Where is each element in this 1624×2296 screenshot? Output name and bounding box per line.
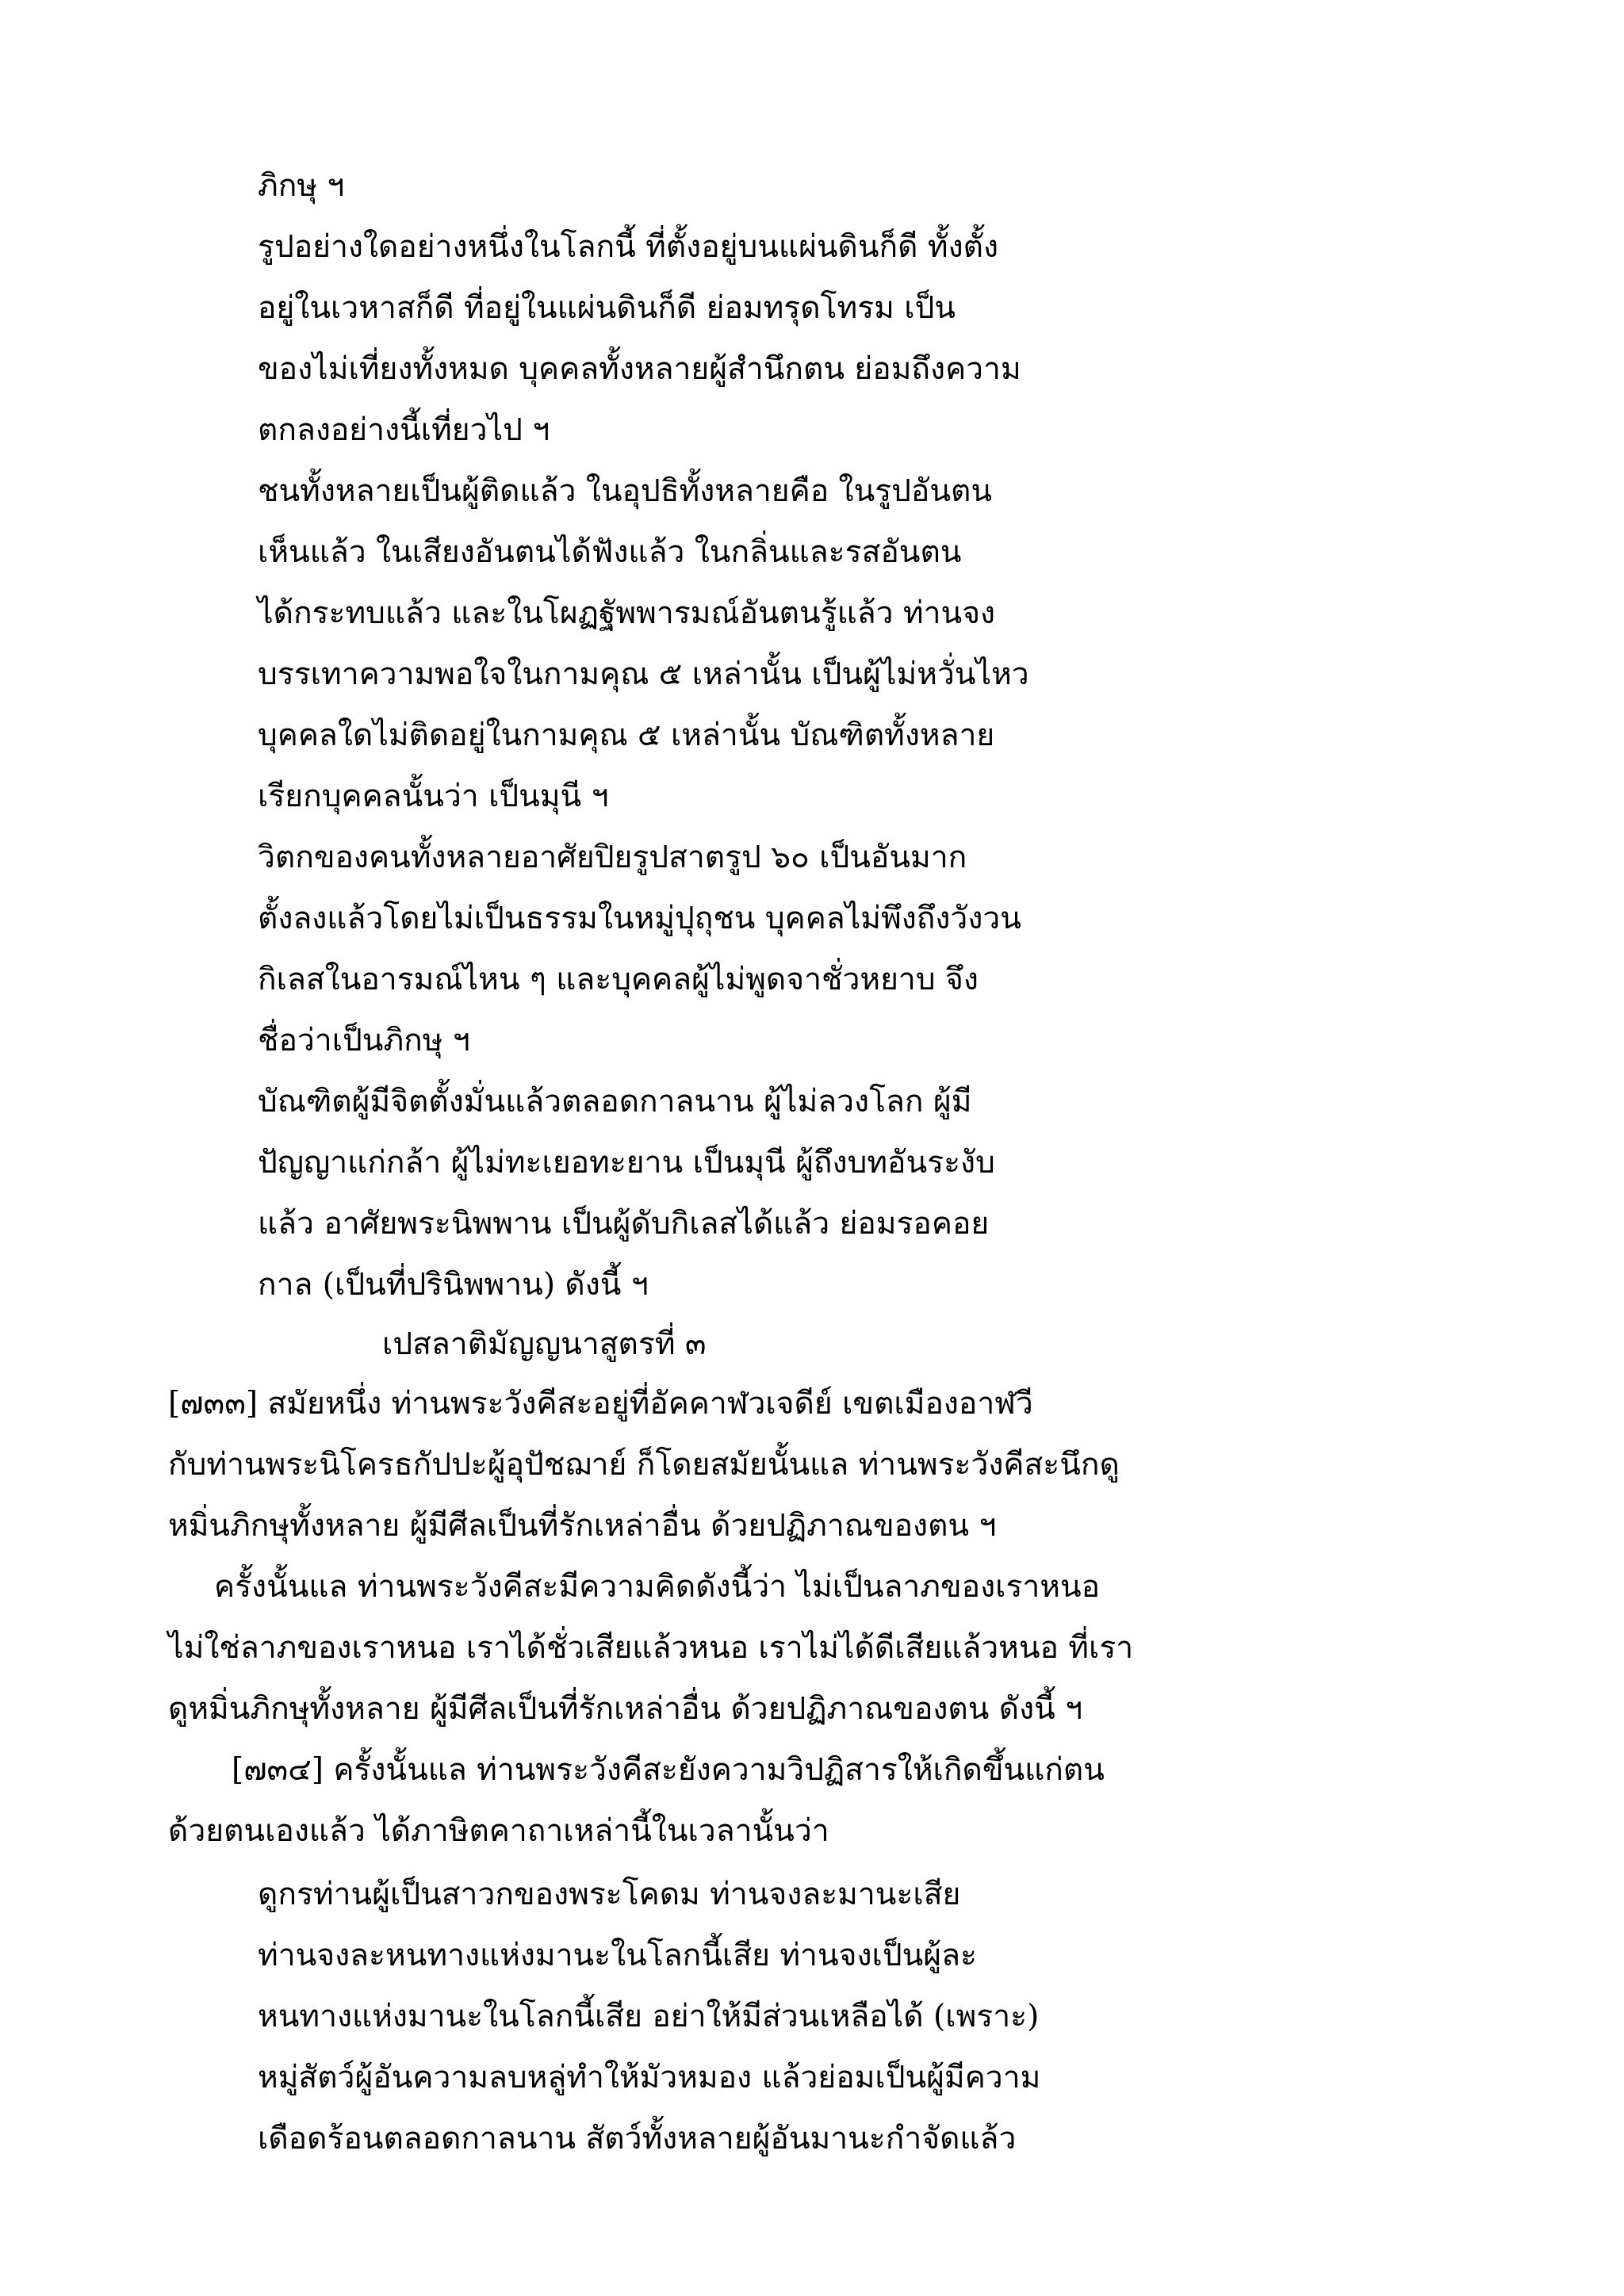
- prose-line: ครั้งนั้นแล ท่านพระวังคีสะมีความคิดดังนี้ว่า ไม่เป็นลาภของเราหนอ: [214, 1569, 1101, 1605]
- verse-line: ตั้งลงแล้วโดยไม่เป็นธรรมในหมู่ปุถุชน บุคคลไม่พึงถึงวังวน: [258, 901, 1021, 936]
- prose-line: ด้วยตนเองแล้ว ได้ภาษิตคาถาเหล่านี้ในเวลานั้นว่า: [168, 1813, 829, 1849]
- verse-line: บัณฑิตผู้มีจิตตั้งมั่นแล้วตลอดกาลนาน ผู้ไม่ลวงโลก ผู้มี: [258, 1084, 972, 1119]
- verse-line: กาล (เป็นที่ปรินิพพาน) ดังนี้ ฯ: [258, 1267, 649, 1303]
- sutta-title: เปสลาติมัญญนาสูตรที่ ๓: [382, 1326, 707, 1362]
- verse-line: ดูกรท่านผู้เป็นสาวกของพระโคดม ท่านจงละมานะเสีย: [258, 1877, 961, 1912]
- verse-line: อยู่ในเวหาสก็ดี ที่อยู่ในแผ่นดินก็ดี ย่อมทรุดโทรม เป็น: [258, 290, 956, 326]
- verse-line: ได้กระทบแล้ว และในโผฏฐัพพารมณ์อันตนรู้แล้ว ท่านจง: [258, 595, 996, 631]
- verse-line: เรียกบุคคลนั้นว่า เป็นมุนี ฯ: [258, 779, 609, 814]
- prose-line: กับท่านพระนิโครธกัปปะผู้อุปัชฌาย์ ก็โดยสมัยนั้นแล ท่านพระวังคีสะนึกดู: [168, 1447, 1120, 1483]
- verse-line: รูปอย่างใดอย่างหนึ่งในโลกนี้ ที่ตั้งอยู่บนแผ่นดินก็ดี ทั้งตั้ง: [258, 229, 999, 265]
- verse-line: แล้ว อาศัยพระนิพพาน เป็นผู้ดับกิเลสได้แล้ว ย่อมรอคอย: [258, 1206, 990, 1242]
- verse-line: หมู่สัตว์ผู้อันความลบหลู่ทำให้มัวหมอง แล้วย่อมเป็นผู้มีความ: [258, 2060, 1041, 2095]
- verse-line: บุคคลใดไม่ติดอยู่ในกามคุณ ๕ เหล่านั้น บัณฑิตทั้งหลาย: [258, 718, 995, 753]
- verse-line: ท่านจงละหนทางแห่งมานะในโลกนี้เสีย ท่านจงเป็นผู้ละ: [258, 1938, 977, 1973]
- verse-line: วิตกของคนทั้งหลายอาศัยปิยรูปสาตรูป ๖๐ เป็นอันมาก: [258, 840, 967, 875]
- verse-line: ชนทั้งหลายเป็นผู้ติดแล้ว ในอุปธิทั้งหลายคือ ในรูปอันตน: [258, 473, 993, 509]
- verse-line: หนทางแห่งมานะในโลกนี้เสีย อย่าให้มีส่วนเหลือได้ (เพราะ): [258, 1999, 1040, 2034]
- verse-line: เดือดร้อนตลอดกาลนาน สัตว์ทั้งหลายผู้อันมานะกำจัดแล้ว: [258, 2121, 1017, 2156]
- verse-line: ภิกษุ ฯ: [258, 168, 345, 204]
- verse-line: ปัญญาแก่กล้า ผู้ไม่ทะเยอทะยาน เป็นมุนี ผู้ถึงบทอันระงับ: [258, 1145, 995, 1181]
- prose-line: หมิ่นภิกษุทั้งหลาย ผู้มีศีลเป็นที่รักเหล่าอื่น ด้วยปฏิภาณของตน ฯ: [168, 1508, 997, 1544]
- prose-line: ไม่ใช่ลาภของเราหนอ เราได้ชั่วเสียแล้วหนอ เราไม่ได้ดีเสียแล้วหนอ ที่เรา: [168, 1630, 1134, 1666]
- verse-line: บรรเทาความพอใจในกามคุณ ๕ เหล่านั้น เป็นผู้ไม่หวั่นไหว: [258, 656, 1029, 692]
- prose-line: ดูหมิ่นภิกษุทั้งหลาย ผู้มีศีลเป็นที่รักเหล่าอื่น ด้วยปฏิภาณของตน ดังนี้ ฯ: [168, 1691, 1083, 1727]
- verse-line: ของไม่เที่ยงทั้งหมด บุคคลทั้งหลายผู้สำนึกตน ย่อมถึงความ: [258, 351, 1021, 387]
- verse-line: ชื่อว่าเป็นภิกษุ ฯ: [258, 1023, 470, 1058]
- verse-line: เห็นแล้ว ในเสียงอันตนได้ฟังแล้ว ในกลิ่นและรสอันตน: [258, 534, 962, 570]
- verse-line: ตกลงอย่างนี้เที่ยวไป ฯ: [258, 412, 550, 448]
- prose-line: [๗๓๔] ครั้งนั้นแล ท่านพระวังคีสะยังความวิปฏิสารให้เกิดขึ้นแก่ตน: [232, 1752, 1105, 1788]
- prose-line: [๗๓๓] สมัยหนึ่ง ท่านพระวังคีสะอยู่ที่อัคคาฬวเจดีย์ เขตเมืองอาฬวี: [168, 1386, 1033, 1422]
- verse-line: กิเลสในอารมณ์ไหน ๆ และบุคคลผู้ไม่พูดจาชั่วหยาบ จึง: [258, 962, 979, 997]
